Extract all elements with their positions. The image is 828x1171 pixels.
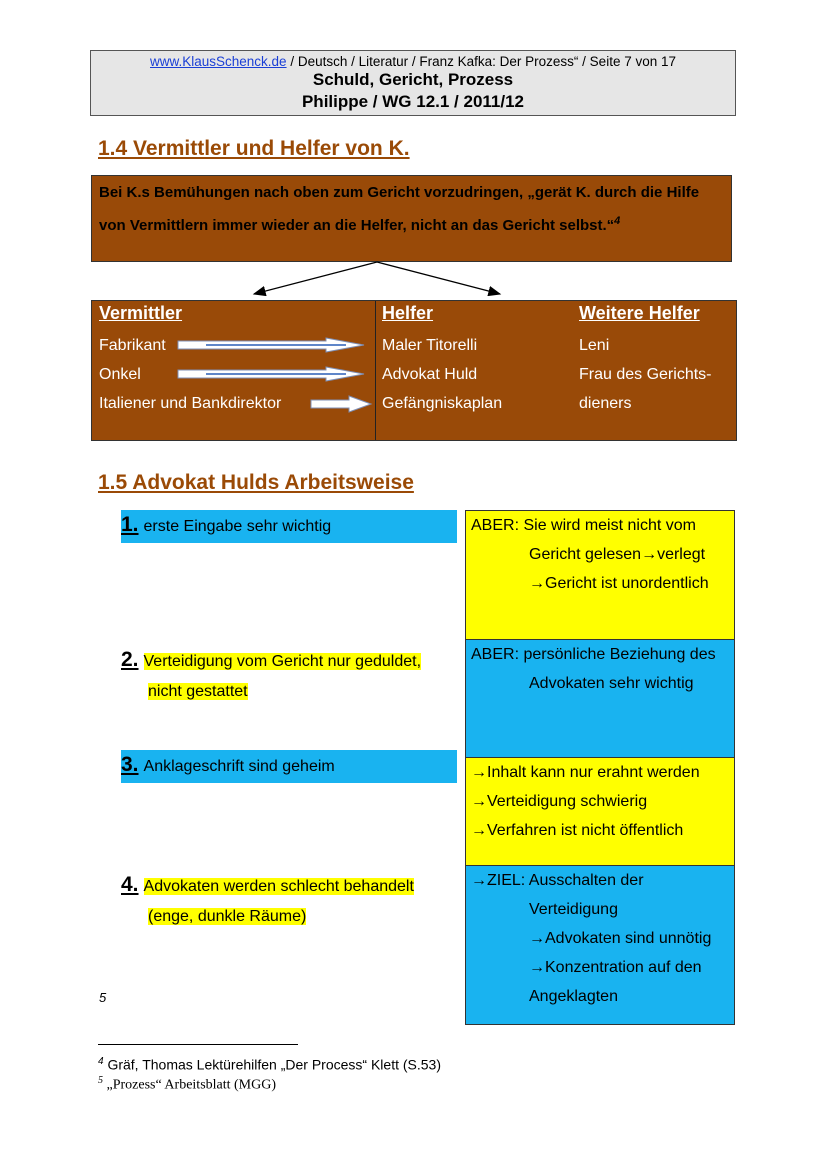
weitere-2: Frau des Gerichts-: [579, 366, 712, 383]
arrow-left: [254, 262, 377, 294]
footnote-separator: [98, 1044, 298, 1045]
box-3-line2: →Verteidigung schwierig: [471, 793, 648, 810]
box-2-line1: ABER: persönliche Beziehung des: [471, 646, 716, 663]
quote-box: [91, 175, 732, 262]
table-divider: [375, 301, 376, 440]
explain-box-1: [465, 510, 735, 640]
item-3-number: 3.: [121, 753, 139, 776]
arrow-right: [377, 262, 500, 294]
footnote-4: [98, 1056, 441, 1073]
item-2-text-line2: nicht gestattet: [148, 683, 248, 700]
box-1-line2: Gericht gelesen→verlegt: [529, 546, 706, 563]
item-2-text-line1: Verteidigung vom Gericht nur geduldet,: [143, 653, 422, 670]
footnote-5: [98, 1075, 276, 1094]
box-3-line1: →Inhalt kann nur erahnt werden: [471, 764, 700, 781]
header-path: / Deutsch / Literatur / Franz Kafka: Der Prozess“ / Seite 7 von 17: [286, 54, 676, 69]
weitere-1: Leni: [579, 337, 610, 354]
item-4-text-line2: (enge, dunkle Räume): [148, 908, 307, 925]
item-4: [121, 870, 414, 932]
box-4-line4: →Konzentration auf den: [529, 959, 702, 976]
col-header-weitere: Weitere Helfer: [579, 303, 700, 323]
item-1-number: 1.: [121, 513, 139, 536]
block-arrow-1: [176, 337, 366, 353]
quote-text: Bei K.s Bemühungen nach oben zum Gericht vorzudringen, „gerät K. durch die Hilfe von Vermittlern immer wieder an die Helfer, nicht an das Gericht selbst.“: [99, 184, 700, 234]
box-1-line3: →Gericht ist unordentlich: [529, 575, 709, 592]
stray-footnote-ref-5: 5: [99, 990, 107, 1005]
vermittler-2: Onkel: [99, 366, 141, 383]
explain-box-3: [465, 757, 735, 866]
mediators-helpers-table: [91, 300, 737, 441]
explain-box-2: [465, 639, 735, 758]
section-heading-1-4: 1.4 Vermittler und Helfer von K.: [98, 137, 410, 160]
item-2: [121, 645, 421, 707]
footnote-ref-4: 4: [614, 215, 621, 227]
footnote-4-text: Gräf, Thomas Lektürehilfen „Der Process“ Klett (S.53): [107, 1056, 441, 1073]
footnote-5-text: „Prozess“ Arbeitsblatt (MGG): [106, 1077, 277, 1093]
vermittler-1: Fabrikant: [99, 337, 166, 354]
col-header-helfer: Helfer: [382, 303, 434, 323]
block-arrow-3: [309, 395, 373, 413]
header-title: Schuld, Gericht, Prozess: [312, 70, 514, 89]
page-header: [90, 50, 736, 116]
box-1-line1: ABER: Sie wird meist nicht vom: [471, 517, 696, 534]
item-3: [121, 750, 457, 783]
helfer-2: Advokat Huld: [382, 366, 478, 383]
section-heading-1-5: 1.5 Advokat Hulds Arbeitsweise: [98, 471, 414, 494]
footnote-5-number: 5: [98, 1075, 103, 1086]
vermittler-3: Italiener und Bankdirektor: [99, 395, 282, 412]
item-4-text-line1: Advokaten werden schlecht behandelt: [143, 878, 414, 895]
box-4-line5: Angeklagten: [529, 988, 618, 1005]
box-3-line3: →Verfahren ist nicht öffentlich: [471, 822, 684, 839]
item-2-number: 2.: [121, 648, 139, 671]
item-3-text: Anklageschrift sind geheim: [143, 758, 335, 775]
col-header-vermittler: Vermittler: [99, 303, 183, 323]
item-1-text: erste Eingabe sehr wichtig: [143, 518, 332, 535]
box-4-line2: Verteidigung: [529, 901, 618, 918]
block-arrow-2: [176, 366, 366, 382]
item-1: [121, 510, 457, 543]
site-link[interactable]: www.KlausSchenck.de: [150, 54, 287, 69]
helfer-3: Gefängniskaplan: [382, 395, 503, 412]
weitere-3: dieners: [579, 395, 632, 412]
helfer-1: Maler Titorelli: [382, 337, 478, 354]
header-source-line: [91, 54, 735, 69]
header-subtitle: Philippe / WG 12.1 / 2011/12: [301, 92, 525, 111]
box-2-line2: Advokaten sehr wichtig: [529, 675, 694, 692]
box-4-line3: →Advokaten sind unnötig: [529, 930, 712, 947]
footnote-4-number: 4: [98, 1056, 104, 1067]
item-4-number: 4.: [121, 873, 139, 896]
box-4-line1: →ZIEL: Ausschalten der: [471, 872, 644, 889]
diverging-arrows: [240, 258, 520, 300]
explain-box-4: [465, 865, 735, 1025]
